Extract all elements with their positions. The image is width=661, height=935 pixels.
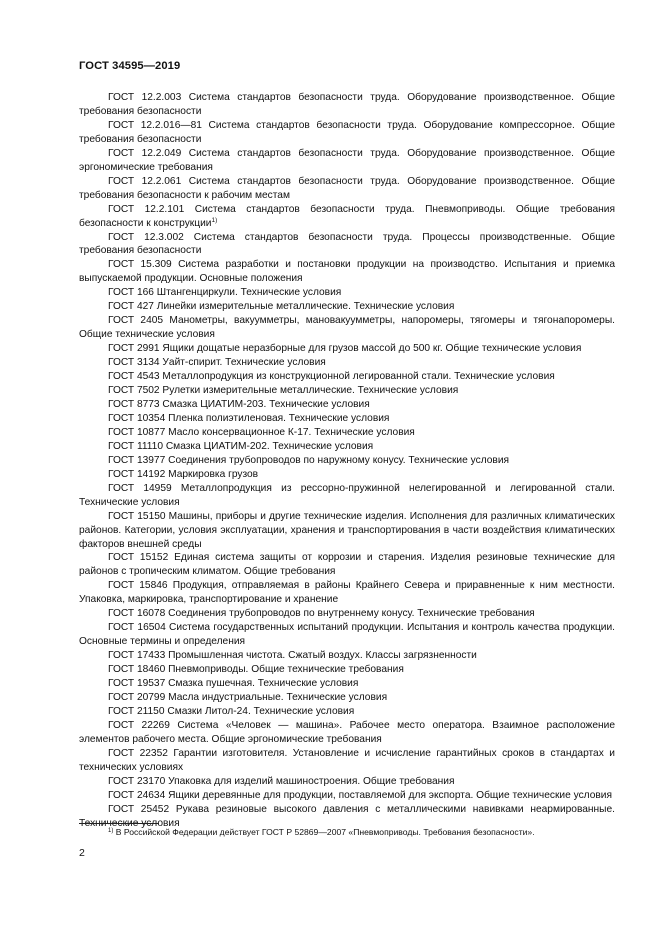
reference-item xyxy=(79,286,615,300)
reference-text: ГОСТ 12.2.061 Система стандартов безопасности труда. Оборудование производственное. Общие требования безопасности к рабочим местам xyxy=(79,175,615,201)
reference-text: ГОСТ 16078 Соединения трубопроводов по внутреннему конусу. Технические требования xyxy=(108,608,535,620)
reference-text: ГОСТ 22352 Гарантии изготовителя. Установление и исчисление гарантийных сроков в стандартах и технических условиях xyxy=(79,747,615,773)
reference-item xyxy=(79,789,615,803)
reference-text: ГОСТ 25452 Рукава резиновые высокого давления с металлическими навивками неармированные. Технические условия xyxy=(79,803,615,829)
reference-item xyxy=(79,175,615,203)
reference-text: ГОСТ 22269 Система «Человек — машина». Рабочее место оператора. Взаимное расположение элементов рабочего места. Общие эргономические требования xyxy=(79,719,615,745)
reference-item xyxy=(79,258,615,286)
reference-item xyxy=(79,203,615,231)
reference-text: ГОСТ 23170 Упаковка для изделий машиностроения. Общие требования xyxy=(108,775,455,787)
reference-text: ГОСТ 15.309 Система разработки и постановки продукции на производство. Испытания и приемка выпускаемой продукции. Основные положения xyxy=(79,259,615,285)
reference-item xyxy=(79,356,615,370)
reference-text: ГОСТ 7502 Рулетки измерительные металлические. Технические условия xyxy=(108,385,459,397)
reference-text: ГОСТ 4543 Металлопродукция из конструкционной легированной стали. Технические условия xyxy=(108,371,555,383)
reference-item xyxy=(79,412,615,426)
reference-text: ГОСТ 19537 Смазка пушечная. Технические условия xyxy=(108,678,359,690)
reference-text: ГОСТ 10877 Масло консервационное К-17. Технические условия xyxy=(108,426,415,438)
reference-text: ГОСТ 14192 Маркировка грузов xyxy=(108,468,259,480)
footnote-reference-marker: 1) xyxy=(211,216,218,224)
reference-item xyxy=(79,719,615,747)
reference-text: ГОСТ 10354 Пленка полиэтиленовая. Технические условия xyxy=(108,412,390,424)
reference-item xyxy=(79,342,615,356)
reference-item xyxy=(79,621,615,649)
reference-text: ГОСТ 12.2.016—81 Система стандартов безопасности труда. Оборудование компрессорное. Общие требования безопасности xyxy=(79,119,615,145)
reference-item xyxy=(79,775,615,789)
reference-item xyxy=(79,747,615,775)
reference-item xyxy=(79,384,615,398)
footnote-marker: 1) xyxy=(108,828,114,834)
footnote xyxy=(79,826,615,838)
reference-text: ГОСТ 17433 Промышленная чистота. Сжатый воздух. Классы загрязненности xyxy=(108,650,477,662)
reference-item xyxy=(79,551,615,579)
reference-text: ГОСТ 427 Линейки измерительные металлические. Технические условия xyxy=(108,301,455,313)
reference-text: ГОСТ 15152 Единая система защиты от коррозии и старения. Изделия резиновые технические для районов с тропическим климатом. Общие требования xyxy=(79,552,615,578)
reference-text: ГОСТ 12.2.003 Система стандартов безопасности труда. Оборудование производственное. Общие требования безопасности xyxy=(79,92,615,117)
reference-item xyxy=(79,454,615,468)
reference-item xyxy=(79,482,615,510)
reference-text: ГОСТ 18460 Пневмоприводы. Общие технические требования xyxy=(108,664,404,676)
reference-item xyxy=(79,691,615,705)
reference-text: ГОСТ 2405 Манометры, вакуумметры, мановакуумметры, напоромеры, тягомеры и тягонапоромеры. Общие технические условия xyxy=(79,315,615,341)
reference-item xyxy=(79,440,615,454)
reference-item xyxy=(79,510,615,552)
footnote-text: В Российской Федерации действует ГОСТ Р 52869—2007 «Пневмоприводы. Требования безопасности». xyxy=(113,827,535,837)
reference-item xyxy=(79,677,615,691)
reference-text: ГОСТ 24634 Ящики деревянные для продукции, поставляемой для экспорта. Общие технические условия xyxy=(108,789,613,801)
reference-text: ГОСТ 21150 Смазки Литол-24. Технические условия xyxy=(108,705,355,717)
reference-item xyxy=(79,314,615,342)
reference-text: ГОСТ 12.3.002 Система стандартов безопасности труда. Процессы производственные. Общие требования безопасности xyxy=(79,231,615,257)
reference-item xyxy=(79,705,615,719)
reference-item xyxy=(79,231,615,259)
reference-item xyxy=(79,119,615,147)
reference-item xyxy=(79,398,615,412)
reference-text: ГОСТ 13977 Соединения трубопроводов по наружному конусу. Технические условия xyxy=(108,454,510,466)
reference-text: ГОСТ 3134 Уайт-спирит. Технические условия xyxy=(108,357,326,369)
reference-text: ГОСТ 20799 Масла индустриальные. Технические условия xyxy=(108,691,388,703)
reference-item xyxy=(79,663,615,677)
reference-text: ГОСТ 8773 Смазка ЦИАТИМ-203. Технические условия xyxy=(108,398,370,410)
page-number: 2 xyxy=(79,847,85,859)
document-header: ГОСТ 34595—2019 xyxy=(79,60,181,72)
reference-text: ГОСТ 15150 Машины, приборы и другие технические изделия. Исполнения для различных климатических районов. Категории, условия эксплуатации, хранения и транспортирования в части воздействия климатических факторов внешней среды xyxy=(79,510,615,550)
reference-item xyxy=(79,91,615,119)
reference-text: ГОСТ 12.2.049 Система стандартов безопасности труда. Оборудование производственное. Общие эргономические требования xyxy=(79,147,615,173)
reference-item xyxy=(79,607,615,621)
reference-item xyxy=(79,649,615,663)
reference-text: ГОСТ 14959 Металлопродукция из рессорно-пружинной нелегированной и легированной стали. Технические условия xyxy=(79,482,615,508)
reference-item xyxy=(79,468,615,482)
reference-item xyxy=(79,300,615,314)
reference-text: ГОСТ 16504 Система государственных испытаний продукции. Испытания и контроль качества продукции. Основные термины и определения xyxy=(79,622,615,648)
normative-references-list xyxy=(79,91,615,831)
reference-item xyxy=(79,147,615,175)
reference-text: ГОСТ 2991 Ящики дощатые неразборные для грузов массой до 500 кг. Общие технические условия xyxy=(108,343,582,355)
reference-text: ГОСТ 12.2.101 Система стандартов безопасности труда. Пневмоприводы. Общие требования безопасности к конструкции xyxy=(79,203,615,229)
reference-text: ГОСТ 166 Штангенциркули. Технические условия xyxy=(108,287,342,299)
reference-item xyxy=(79,370,615,384)
reference-text: ГОСТ 11110 Смазка ЦИАТИМ-202. Технические условия xyxy=(108,440,374,452)
reference-text: ГОСТ 15846 Продукция, отправляемая в районы Крайнего Севера и приравненные к ним местности. Упаковка, маркировка, транспортирование и хранение xyxy=(79,580,615,606)
reference-item xyxy=(79,579,615,607)
footnote-separator xyxy=(79,823,159,824)
reference-item xyxy=(79,426,615,440)
